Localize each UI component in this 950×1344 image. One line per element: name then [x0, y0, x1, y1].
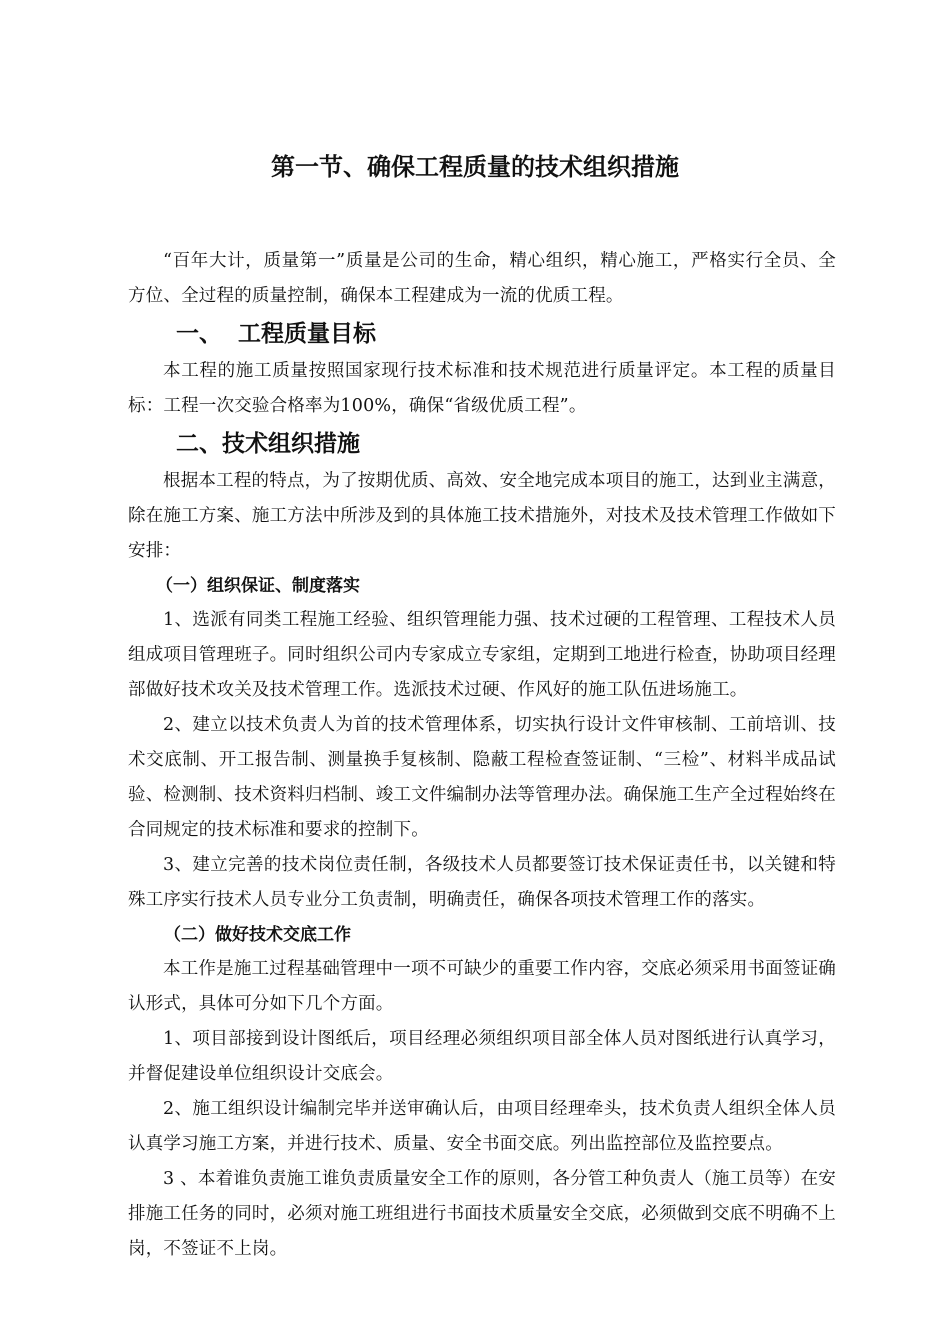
section2-intro-paragraph: 根据本工程的特点，为了按期优质、高效、安全地完成本项目的施工，达到业主满意，除在施工方案、施工方法中所涉及到的具体施工技术措施外，对技术及技术管理工作做如下安排：	[128, 471, 836, 561]
subsection2-heading: （二）做好技术交底工作	[164, 925, 351, 945]
subsection2-item-2: 2、施工组织设计编制完毕并送审确认后，由项目经理牵头，技术负责人组织全体人员认真学习施工方案，并进行技术、质量、安全书面交底。列出监控部位及监控要点。	[128, 1099, 836, 1154]
document-body	[128, 244, 836, 1267]
subsection1-item-2: 2、建立以技术负责人为首的技术管理体系，切实执行设计文件审核制、工前培训、技术交底制、开工报告制、测量换手复核制、隐蔽工程检查签证制、“三检”、材料半成品试验、检测制、技术资料归档制、竣工文件编制办法等管理办法。确保施工生产全过程始终在合同规定的技术标准和要求的控制下。	[128, 715, 836, 840]
subsection1-heading: （一）组织保证、制度落实	[156, 576, 360, 596]
intro-paragraph: “百年大计，质量第一”质量是公司的生命，精心组织，精心施工，严格实行全员、全方位、全过程的质量控制，确保本工程建成为一流的优质工程。	[128, 251, 836, 306]
subsection2-item-3: 3 、本着谁负责施工谁负责质量安全工作的原则，各分管工种负责人（施工员等）在安排施工任务的同时，必须对施工班组进行书面技术质量安全交底，必须做到交底不明确不上岗，不签证不上岗。	[128, 1169, 836, 1259]
subsection1-item-1: 1、选派有同类工程施工经验、组织管理能力强、技术过硬的工程管理、工程技术人员组成项目管理班子。同时组织公司内专家成立专家组，定期到工地进行检查，协助项目经理部做好技术攻关及技术管理工作。选派技术过硬、作风好的施工队伍进场施工。	[128, 610, 836, 700]
subsection2-intro-paragraph: 本工作是施工过程基础管理中一项不可缺少的重要工作内容，交底必须采用书面签证确认形式，具体可分如下几个方面。	[128, 959, 836, 1014]
section2-heading: 二、技术组织措施	[176, 431, 360, 457]
section1-heading: 一、 工程质量目标	[176, 321, 377, 347]
subsection2-item-1: 1、项目部接到设计图纸后，项目经理必须组织项目部全体人员对图纸进行认真学习，并督促建设单位组织设计交底会。	[128, 1029, 836, 1084]
subsection1-item-3: 3、建立完善的技术岗位责任制，各级技术人员都要签订技术保证责任书，以关键和特殊工序实行技术人员专业分工负责制，明确责任，确保各项技术管理工作的落实。	[128, 855, 836, 910]
section1-paragraph: 本工程的施工质量按照国家现行技术标准和技术规范进行质量评定。本工程的质量目标：工程一次交验合格率为100%，确保“省级优质工程”。	[128, 361, 836, 416]
page-title: 第一节、确保工程质量的技术组织措施	[271, 153, 679, 181]
